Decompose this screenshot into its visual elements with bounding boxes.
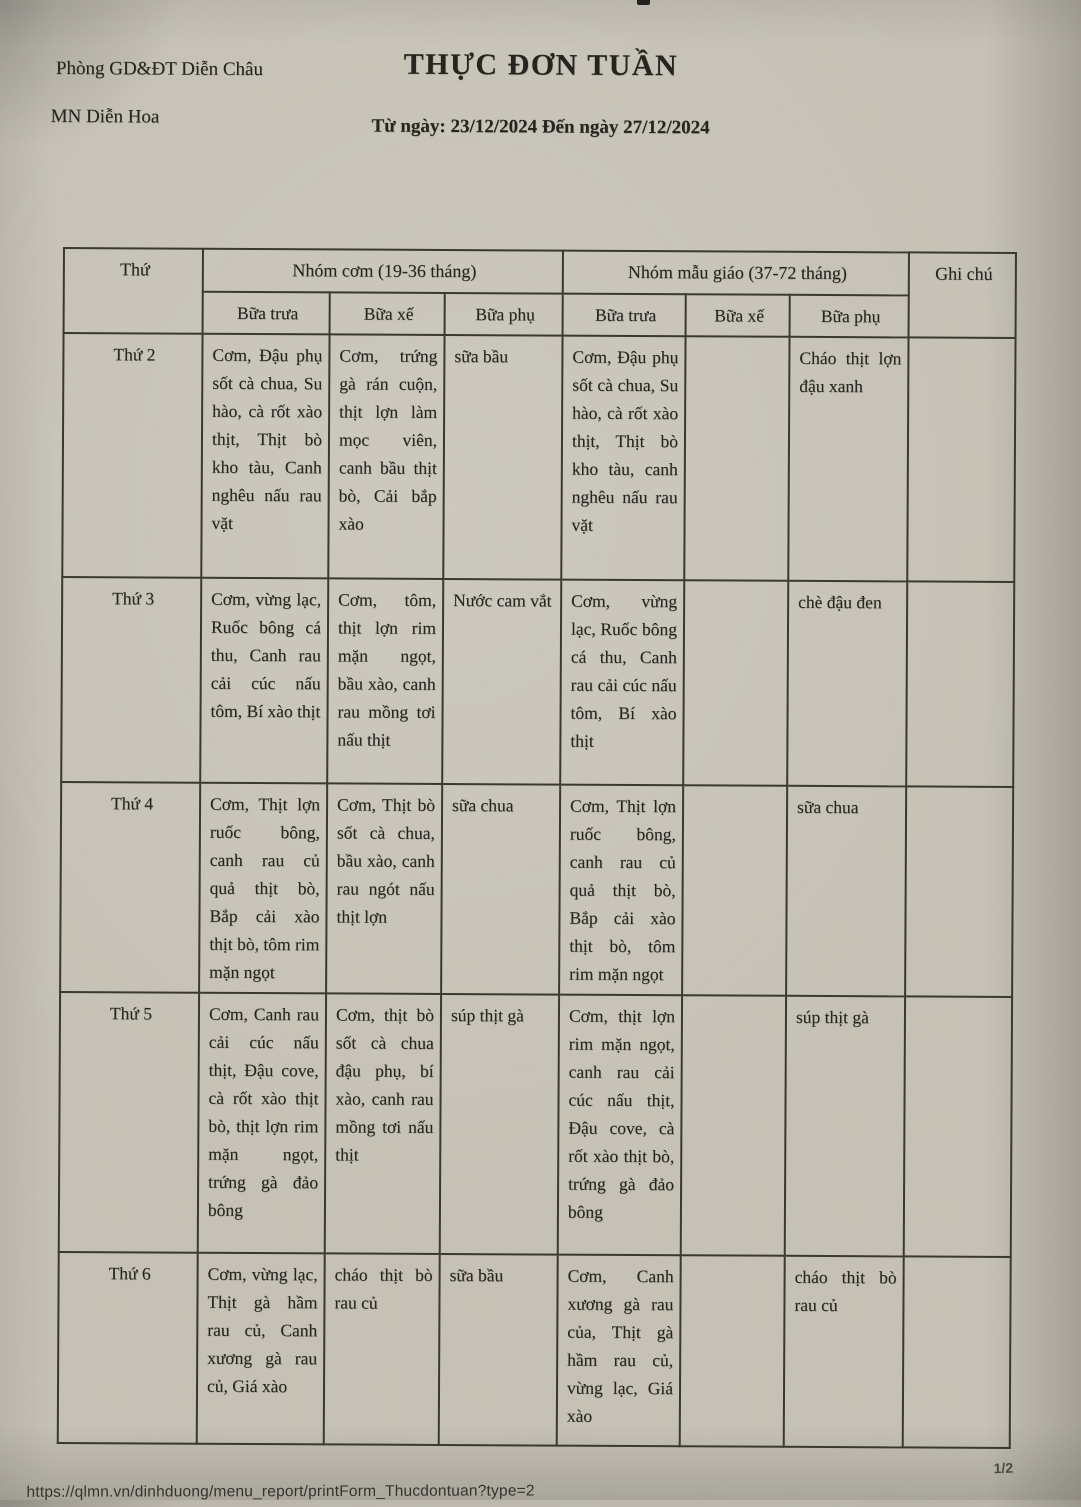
mg-snack-cell: cháo thịt bò rau củ bbox=[784, 1256, 904, 1448]
subheader-com-bua-trua: Bữa trưa bbox=[203, 292, 330, 335]
header-group-mau-giao: Nhóm mẫu giáo (37-72 tháng) bbox=[563, 251, 909, 296]
mg-snack-cell: Cháo thịt lợn đậu xanh bbox=[788, 337, 908, 582]
mg-afternoon-cell bbox=[682, 785, 787, 996]
com-afternoon-cell: Cơm, trứng gà rán cuộn, thịt lợn làm mọc viên, canh bầu thịt bò, Cải bắp xào bbox=[328, 334, 444, 579]
table-row-monday bbox=[62, 333, 1015, 582]
day-cell: Thứ 3 bbox=[61, 577, 201, 783]
org-school: MN Diễn Hoa bbox=[50, 105, 160, 128]
com-afternoon-cell: cháo thịt bò rau củ bbox=[324, 1253, 440, 1445]
table-row-friday bbox=[58, 1252, 1011, 1448]
weekly-menu-table bbox=[57, 247, 1017, 1449]
header-group-com: Nhóm cơm (19-36 tháng) bbox=[203, 249, 563, 294]
com-afternoon-cell: Cơm, Thịt bò sốt cà chua, bầu xào, canh rau ngót nấu thịt lợn bbox=[326, 783, 442, 994]
mg-afternoon-cell bbox=[683, 580, 788, 786]
subheader-com-bua-xe: Bữa xế bbox=[330, 292, 445, 335]
com-afternoon-cell: Cơm, thịt bò sốt cà chua đậu phụ, bí xào, canh rau mồng tơi nấu thịt bbox=[325, 993, 441, 1254]
com-snack-cell: sữa chua bbox=[441, 784, 560, 995]
table-row-thursday bbox=[59, 992, 1012, 1257]
print-footer-url: https://qlmn.vn/dinhduong/menu_report/printForm_Thucdontuan?type=2 bbox=[26, 1482, 535, 1501]
page-number: 1/2 bbox=[993, 1459, 1014, 1477]
com-lunch-cell: Cơm, Đậu phụ sốt cà chua, Su hào, cà rốt xào thịt, Thịt bò kho tàu, Canh nghêu nấu rau vặt bbox=[201, 334, 329, 579]
subheader-com-bua-phu: Bữa phụ bbox=[445, 293, 563, 336]
com-snack-cell: sữa bầu bbox=[443, 335, 562, 580]
mg-afternoon-cell bbox=[681, 995, 786, 1256]
note-cell bbox=[904, 996, 1012, 1257]
mg-afternoon-cell bbox=[680, 1255, 785, 1447]
table-row-wednesday bbox=[60, 782, 1013, 997]
com-snack-cell: súp thịt gà bbox=[440, 994, 559, 1255]
header-note: Ghi chú bbox=[909, 252, 1016, 338]
mg-lunch-cell: Cơm, thịt lợn rim mặn ngọt, canh rau cải cúc nấu thịt, Đậu cove, cà rốt xào thịt bò, trứng gà đảo bông bbox=[558, 995, 682, 1256]
mg-lunch-cell: Cơm, Thịt lợn ruốc bông, canh rau củ quả thịt bò, Bắp cải xào thịt bò, tôm rim mặn ngọt bbox=[559, 785, 683, 996]
subheader-mg-bua-trua: Bữa trưa bbox=[563, 294, 686, 337]
subheader-mg-bua-xe: Bữa xế bbox=[686, 294, 790, 337]
mg-snack-cell: súp thịt gà bbox=[785, 996, 905, 1257]
scan-artifact bbox=[637, 0, 650, 5]
note-cell bbox=[907, 337, 1015, 582]
mg-lunch-cell: Cơm, Canh xương gà rau của, Thịt gà hầm rau củ, vừng lạc, Giá xào bbox=[557, 1255, 681, 1447]
mg-snack-cell: chè đậu đen bbox=[787, 581, 907, 787]
day-cell: Thứ 5 bbox=[59, 992, 199, 1253]
org-department: Phòng GD&ĐT Diễn Châu bbox=[55, 57, 264, 81]
note-cell bbox=[906, 581, 1014, 787]
mg-afternoon-cell bbox=[684, 336, 789, 581]
note-cell bbox=[905, 786, 1013, 997]
com-snack-cell: Nước cam vắt bbox=[442, 579, 561, 785]
table-row-tuesday bbox=[61, 577, 1014, 787]
com-lunch-cell: Cơm, vừng lạc, Thịt gà hầm rau củ, Canh xương gà rau củ, Giá xào bbox=[197, 1253, 325, 1445]
subheader-mg-bua-phu: Bữa phụ bbox=[790, 295, 909, 338]
note-cell bbox=[903, 1256, 1011, 1448]
com-lunch-cell: Cơm, Thịt lợn ruốc bông, canh rau củ quả thịt bò, Bắp cải xào thịt bò, tôm rim mặn ngọt bbox=[199, 783, 327, 994]
com-lunch-cell: Cơm, vừng lạc, Ruốc bông cá thu, Canh rau cải cúc nấu tôm, Bí xào thịt bbox=[200, 578, 328, 784]
com-afternoon-cell: Cơm, tôm, thịt lợn rim mặn ngọt, bầu xào, canh rau mồng tơi nấu thịt bbox=[327, 578, 443, 784]
mg-lunch-cell: Cơm, vừng lạc, Ruốc bông cá thu, Canh rau cải cúc nấu tôm, Bí xào thịt bbox=[560, 580, 684, 786]
mg-lunch-cell: Cơm, Đậu phụ sốt cà chua, Su hào, cà rốt xào thịt, Thịt bò kho tàu, canh nghêu nấu rau vặt bbox=[561, 336, 685, 581]
date-range: Từ ngày: 23/12/2024 Đến ngày 27/12/2024 bbox=[371, 115, 710, 139]
com-snack-cell: sữa bầu bbox=[439, 1254, 558, 1446]
com-lunch-cell: Cơm, Canh rau cải cúc nấu thịt, Đậu cove, cà rốt xào thịt bò, thịt lợn rim mặn ngọt, trứng gà đảo bông bbox=[198, 993, 326, 1254]
day-cell: Thứ 2 bbox=[62, 333, 202, 578]
mg-snack-cell: sữa chua bbox=[786, 786, 906, 997]
header-day: Thứ bbox=[64, 248, 203, 334]
day-cell: Thứ 4 bbox=[60, 782, 200, 993]
day-cell: Thứ 6 bbox=[58, 1252, 198, 1444]
page-title: THỰC ĐƠN TUẦN bbox=[403, 47, 679, 83]
